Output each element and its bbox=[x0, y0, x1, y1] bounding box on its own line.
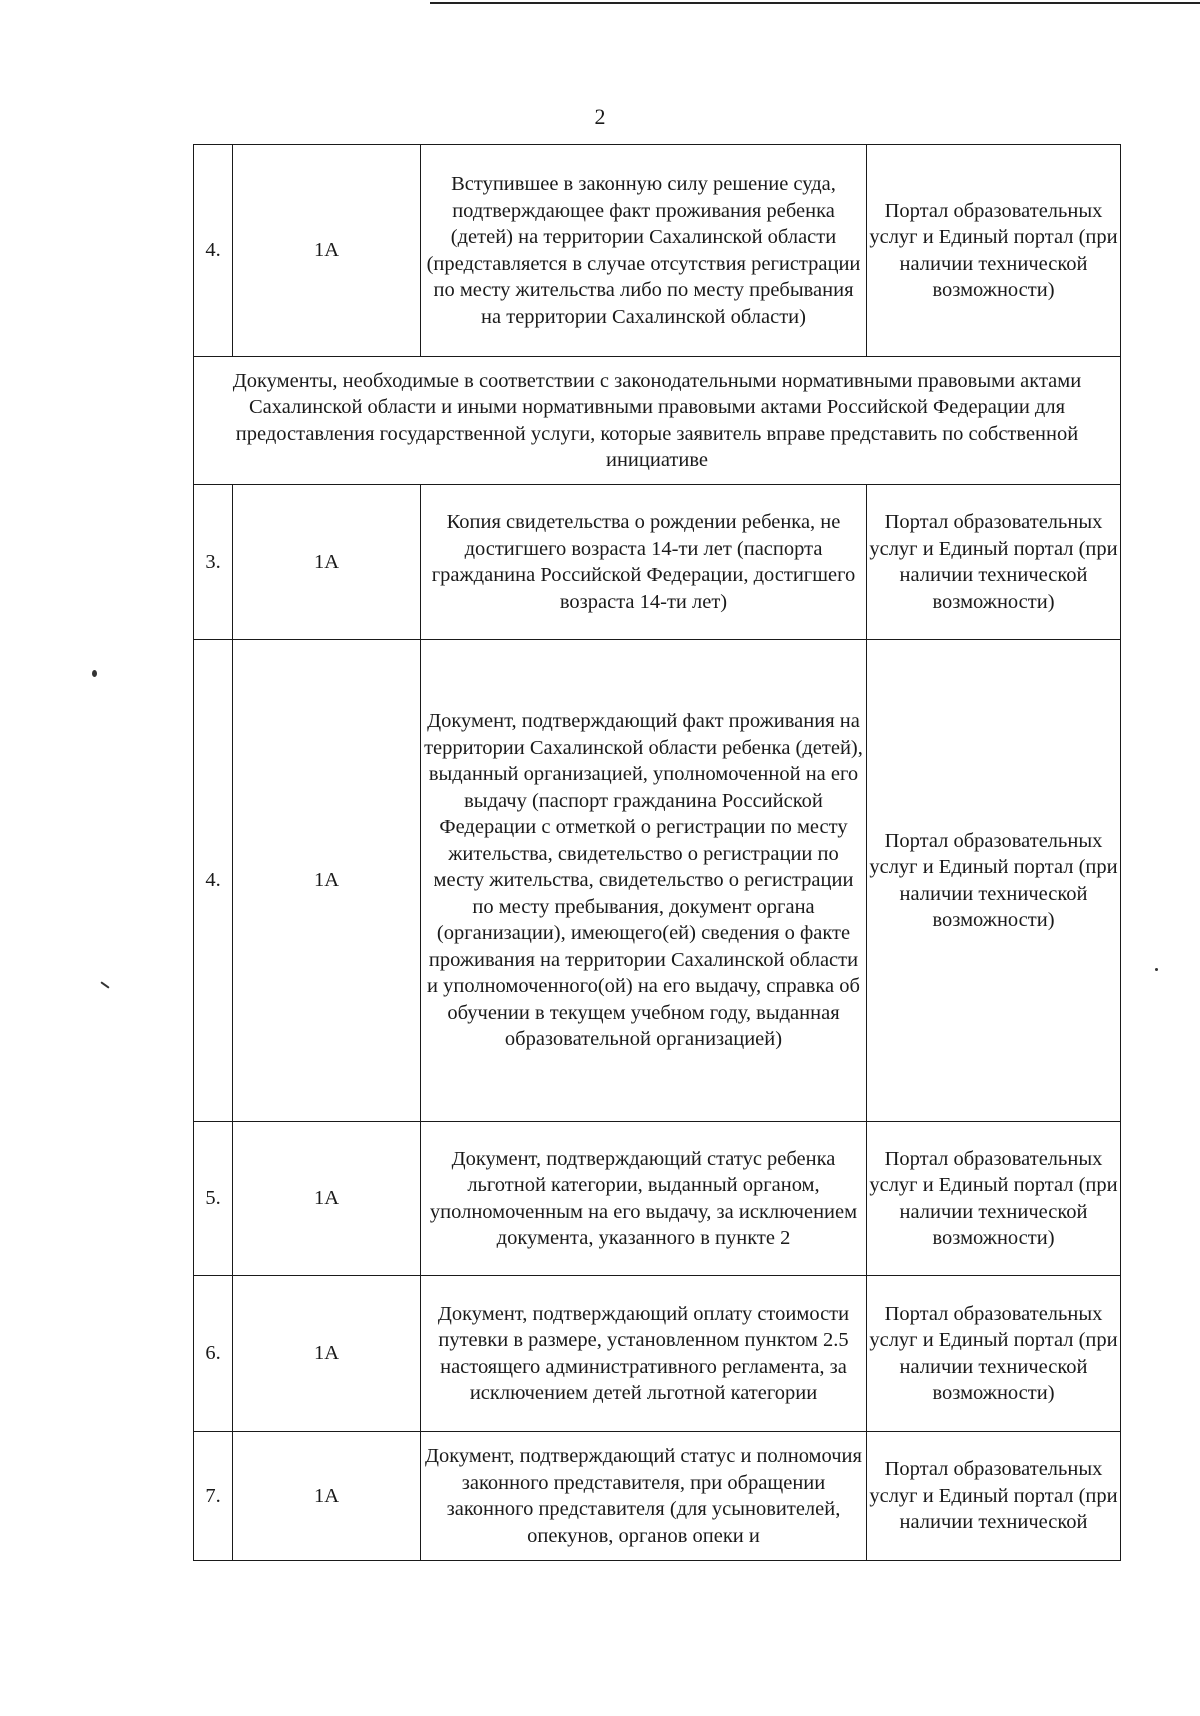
row-number: 4. bbox=[194, 145, 233, 357]
row-code: 1А bbox=[233, 1432, 421, 1561]
row-number: 3. bbox=[194, 485, 233, 640]
scan-speck bbox=[100, 981, 109, 988]
row-description: Документ, подтверждающий оплату стоимости путевки в размере, установленном пунктом 2.5 настоящего административного регламента, за исключением детей льготной категории bbox=[421, 1276, 867, 1432]
row-code: 1А bbox=[233, 640, 421, 1122]
row-portal: Портал образовательных услуг и Единый портал (при наличии технической возможности) bbox=[867, 1122, 1121, 1276]
row-description: Вступившее в законную силу решение суда, подтверждающее факт проживания ребенка (детей) на территории Сахалинской области (представляется в случае отсутствия регистрации по месту жительства либо по месту пребывания на территории Сахалинской области) bbox=[421, 145, 867, 357]
table-row bbox=[194, 1122, 1121, 1276]
row-portal: Портал образовательных услуг и Единый портал (при наличии технической возможности) bbox=[867, 485, 1121, 640]
table-row bbox=[194, 485, 1121, 640]
row-code: 1А bbox=[233, 1276, 421, 1432]
row-code: 1А bbox=[233, 1122, 421, 1276]
scan-speck bbox=[92, 670, 97, 677]
row-description: Документ, подтверждающий факт проживания на территории Сахалинской области ребенка (детей), выданный организацией, уполномоченной на его выдачу (паспорт гражданина Российской Федерации с отметкой о регистрации по месту жительства, свидетельство о регистрации по месту жительства, свидетельство о регистрации по месту пребывания, документ органа (организации), имеющего(ей) сведения о факте проживания на территории Сахалинской области и уполномоченного(ой) на его выдачу, справка об обучении в текущем учебном году, выданная образовательной организацией) bbox=[421, 640, 867, 1122]
row-portal: Портал образовательных услуг и Единый портал (при наличии технической возможности) bbox=[867, 1276, 1121, 1432]
page-number: 2 bbox=[594, 104, 606, 129]
row-portal: Портал образовательных услуг и Единый портал (при наличии технической возможности) bbox=[867, 640, 1121, 1122]
table-row bbox=[194, 1432, 1121, 1561]
row-description: Копия свидетельства о рождении ребенка, не достигшего возраста 14-ти лет (паспорта гражданина Российской Федерации, достигшего возраста 14-ти лет) bbox=[421, 485, 867, 640]
row-code: 1А bbox=[233, 145, 421, 357]
top-rule bbox=[430, 2, 1200, 4]
documents-table bbox=[193, 144, 1121, 1561]
row-number: 6. bbox=[194, 1276, 233, 1432]
scan-speck bbox=[1155, 968, 1158, 971]
section-header: Документы, необходимые в соответствии с законодательными нормативными правовыми актами Сахалинской области и иными нормативными правовыми актами Российской Федерации для предоставления государственной услуги, которые заявитель вправе представить по собственной инициативе bbox=[194, 357, 1121, 485]
row-description: Документ, подтверждающий статус и полномочия законного представителя, при обращении законного представителя (для усыновителей, опекунов, органов опеки и bbox=[421, 1432, 867, 1561]
row-number: 5. bbox=[194, 1122, 233, 1276]
row-code: 1А bbox=[233, 485, 421, 640]
row-portal: Портал образовательных услуг и Единый портал (при наличии технической возможности) bbox=[867, 145, 1121, 357]
row-description: Документ, подтверждающий статус ребенка льготной категории, выданный органом, уполномоченным на его выдачу, за исключением документа, указанного в пункте 2 bbox=[421, 1122, 867, 1276]
row-portal: Портал образовательных услуг и Единый портал (при наличии технической bbox=[867, 1432, 1121, 1561]
section-header-row bbox=[194, 357, 1121, 485]
table-row bbox=[194, 1276, 1121, 1432]
table-row bbox=[194, 145, 1121, 357]
table-row bbox=[194, 640, 1121, 1122]
row-number: 7. bbox=[194, 1432, 233, 1561]
row-number: 4. bbox=[194, 640, 233, 1122]
